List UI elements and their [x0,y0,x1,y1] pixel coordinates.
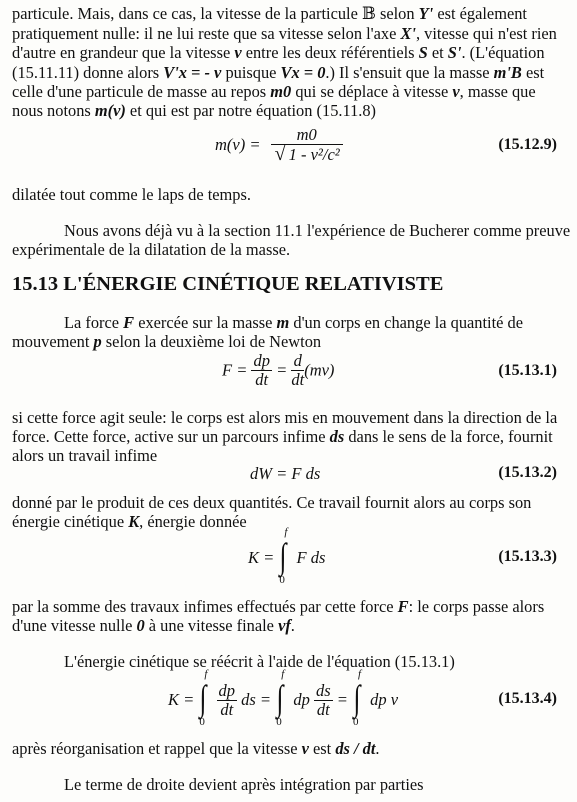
text: d'un corps en change la quantité de [289,313,523,332]
text-line: dilatée tout comme le laps de temps. [12,185,251,204]
equation-mass-dilation [215,126,343,164]
equation-newton [222,352,334,389]
text: , masse que [459,82,536,101]
integral-lower-bound: 0 [276,716,282,728]
text: selon [375,4,419,23]
integrand: F ds [296,548,326,567]
denominator: dt [291,370,305,389]
math-symbol: Y' [418,4,434,23]
math-symbol: v [301,739,309,758]
text: puisque [221,63,281,82]
text-line [12,427,553,447]
text-line: Le terme de droite devient après intégration par parties [64,775,424,794]
text: exercée sur la masse [134,313,277,332]
text-line [12,4,527,24]
numerator: ds [315,680,331,700]
text: qui se déplace à vitesse [291,82,453,101]
text-line [12,332,321,352]
math-symbol: S' [447,43,462,62]
text: .) Il s'ensuit que la masse [325,63,494,82]
text-line: L'énergie cinétique se réécrit à l'aide de l'équation (15.13.1) [64,652,455,671]
radicand: 1 - v²/c² [286,144,343,164]
math-symbol: v [452,82,460,101]
text: , vitesse qui n'est rien [415,24,557,43]
math-symbol: F [123,313,135,332]
equals-sign: = [336,690,348,709]
text-line [12,512,247,532]
text: est [521,63,545,82]
math-expression: Vx = 0 [280,63,326,82]
integral-lower-bound: 0 [199,716,205,728]
integral-sign: f ∫ 0 [276,668,285,728]
text-line [12,616,295,636]
integral-sign: f ∫ 0 [353,668,362,728]
integral-upper-bound: f [281,668,285,680]
denominator: dt [316,699,330,719]
numerator: d [291,352,304,371]
text: d'autre en grandeur que la vitesse [12,43,235,62]
text: . [290,616,295,635]
fraction [217,682,238,719]
math-symbol: m [276,313,290,332]
text: énergie cinétique [12,512,129,531]
equation-kinetic-rewrite [168,668,399,728]
equation-work: dW = F ds [250,464,321,483]
text-line [64,313,523,333]
text: celle d'une particule de masse au repos [12,82,271,101]
text: et qui est par notre équation (15.11.8) [125,101,377,120]
text: à une vitesse finale [144,616,279,635]
denominator: dt [255,370,269,389]
section-heading: 15.13 L'ÉNERGIE CINÉTIQUE RELATIVISTE [12,273,444,295]
text: La force [64,313,124,332]
math-symbol: K [128,512,140,531]
math-symbol: vf [278,616,291,635]
math-expression: ds / dt [335,739,376,758]
numerator: dp [218,680,236,700]
text: (15.11.11) donne alors [12,63,164,82]
text-line: si cette force agit seule: le corps est alors mis en mouvement dans la direction de la [12,408,558,427]
text: après réorganisation et rappel que la vitesse [12,739,302,758]
text: force. Cette force, active sur un parcours infime [12,427,330,446]
math-expression: V'x = - v [163,63,222,82]
math-symbol: S [418,43,428,62]
text: , énergie donnée [139,512,247,531]
text: entre les deux référentiels [241,43,419,62]
text: selon la deuxième loi de Newton [101,332,322,351]
text-line: Nous avons déjà vu à la section 11.1 l'expérience de Bucherer comme preuve [64,221,571,240]
text-line [12,597,544,617]
math-symbol: X' [400,24,416,43]
integral-sign: f ∫ 0 [199,668,208,728]
equation-lhs: K = [168,690,195,709]
text-line [12,43,545,63]
text: particule. Mais, dans ce cas, la vitesse de la particule [12,4,362,23]
integral-upper-bound: f [358,668,362,680]
fraction [314,682,333,719]
equation-kinetic-integral [248,526,326,586]
text: 𝔹 [361,4,376,23]
equation-number: (15.12.9) [498,136,557,153]
math-symbol: p [93,332,102,351]
equation-term: dp [293,690,310,709]
fraction [251,352,272,389]
denominator: dt [220,699,234,719]
text: pratiquement nulle: il ne lui reste que sa vitesse selon l'axe [12,24,401,43]
text-line: alors un travail infime [12,446,158,465]
math-symbol: m'B [493,63,522,82]
text-line [12,63,544,83]
text: . [375,739,380,758]
text: par la somme des travaux infimes effectués par cette force [12,597,398,616]
math-symbol: m0 [270,82,292,101]
math-symbol: F [397,597,409,616]
numerator: dp [253,351,270,370]
text: . (L'équation [461,43,545,62]
integral-upper-bound: f [284,526,288,538]
numerator: m0 [271,126,343,145]
equation-lhs: F = [222,360,248,380]
equation-term: dp v [370,690,399,709]
equation-number: (15.13.3) [498,548,557,565]
equation-number: (15.13.1) [498,362,557,379]
equals-sign: = [276,360,288,380]
fraction [291,352,304,389]
text: est [308,739,336,758]
equation-lhs: m(v) = [215,135,261,154]
text-line [12,739,380,759]
math-symbol: 0 [136,616,145,635]
equation-number: (15.13.2) [498,464,557,481]
math-expression: m(v) [94,101,126,120]
math-symbol: ds [329,427,345,446]
integral-upper-bound: f [204,668,208,680]
text: d'une vitesse nulle [12,616,137,635]
text-line [12,101,376,121]
equation-term: ds = [241,690,272,709]
equation-lhs: K = [248,548,275,567]
text: dans le sens de la force, fournit [344,427,553,446]
denominator: √ 1 - v²/c² [271,145,343,164]
text-line: donné par le produit de ces deux quantités. Ce travail fournit alors au corps son [12,493,532,512]
text: mouvement [12,332,94,351]
text: nous notons [12,101,95,120]
text: et [427,43,448,62]
text: est également [433,4,527,23]
text-line: expérimentale de la dilatation de la masse. [12,240,291,259]
text: : le corps passe alors [408,597,545,616]
math-symbol: v [234,43,242,62]
integral-sign: f ∫ 0 [279,526,288,586]
integral-lower-bound: 0 [279,574,285,586]
text-line [12,82,536,102]
text-line [12,24,557,44]
integral-lower-bound: 0 [353,716,359,728]
equation-rhs: (mv) [304,360,335,380]
fraction [271,126,343,164]
equation-number: (15.13.4) [498,690,557,707]
